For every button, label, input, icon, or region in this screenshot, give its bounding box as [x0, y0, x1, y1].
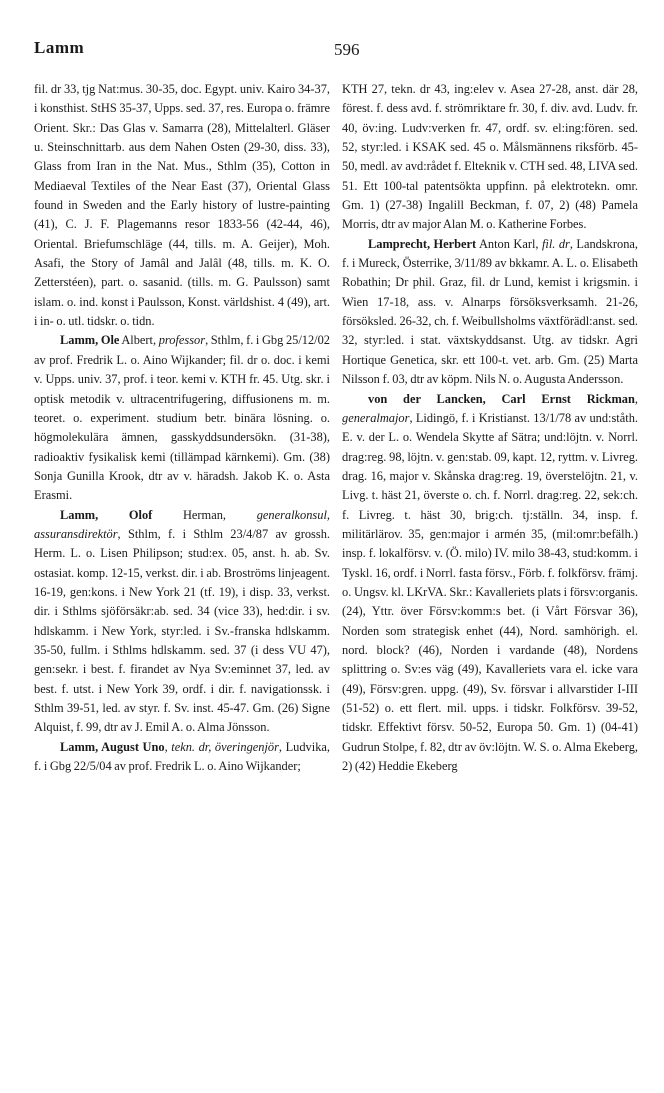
entry-head: Lamm, Olof	[60, 507, 153, 522]
running-head: Lamm	[34, 38, 85, 57]
entry-title: tekn. dr, överingenjör	[171, 739, 279, 754]
entry-lamm-olof	[34, 506, 330, 738]
entry-lamprecht-herbert	[342, 235, 638, 390]
page-number: 596	[334, 40, 360, 59]
entry-names: ,	[634, 391, 638, 406]
entry-text: , Sthlm, f. i Gbg 25/12/02 av prof. Fredrik L. o. Aino Wijkander; fil. dr o. doc. i kemi v. Upps. univ. 37, prof. i teor. kemi v. KTH fr. 45. Utg. skr. i optisk metodik v. ultracentrifugering, diffusionens m. m. teoret. o. experiment. studium betr. binära lösning. o. högmolekulära ämnen, gasskyddsundersökn. (31-38), radioaktiv fysikalisk kemi (tillämpad kärnkemi). Gm. (38) Sonja Gunilla Krook, dtr av v. häradsh. Jakob K. o. Asta Erasmi.	[34, 333, 330, 503]
entry-head: von der Lancken, Carl Ernst Rickman	[368, 391, 635, 406]
left-column	[34, 80, 330, 776]
entry-continuation	[342, 80, 638, 235]
entry-head: Lamm, August Uno	[60, 739, 165, 754]
entry-title: generalmajor	[342, 410, 410, 425]
entry-title: generalkonsul, assuransdirektör	[34, 507, 330, 541]
entry-title: professor	[158, 333, 206, 348]
entry-text: , Sthlm, f. i Sthlm 23/4/87 av grossh. Herm. L. o. Lisen Philipson; stud:ex. 05, anst. h. ab. Sv. ostasiat. komp. 12-15, verkst. dir. i ab. Broströms linjeagent. 16-19, gen:kons. i New York 21 (tf. 19), i disp. 33, verkst. dir. i Sthlms sjöförsäkr:ab. sed. 34 (vice 33), hed:dir. i sv. hdlskamm. i New York, styr:led. i Sv.-franska hdlskamm. 35-50, fullm. i Sthlms hdlskamm. sed. 37 (i dess VU 47), gen:sekr. i best. f. firandet av Nya Sv:eminnet 37, led. av best. f. utst. i New York 39, ordf. i dir. f. navigationssk. i Sthlm 39-51, led. av styr. f. Sv. inst. 45-47. Gm. (26) Signe Alquist, f. 99, dtr av J. Emil A. o. Alma Jönsson.	[34, 526, 330, 735]
right-column	[342, 80, 638, 776]
entry-lamm-uno	[34, 738, 330, 777]
entry-lamm-ole	[34, 331, 330, 505]
entry-text: , Lidingö, f. i Kristianst. 13/1/78 av und:ståth. E. v. der L. o. Wendela Skytte af Sätra; und:löjtn. v. Norrl. drag:reg. 98, löjtn. v. gen:stab. 09, kapt. 12, ryttm. v. Livreg. drag. 16, major v. Skånska drag:reg. 19, överstelöjtn. 21, v. Livg. t. häst 21, överste o. ch. f. Norrl. drag:reg. 22, sek:ch. f. Livreg. t. häst 30, brig:ch. tj:ställn. 34, insp. f. militärlärov. 35, gen:major i armén 35, (mil:omr:befälh.) insp. f. lokalförsv. v. (Ö. milo) IV. milo 38-43, stud:komm. i Tyskl. 16, ordf. i Norrl. fasta försv., Förb. f. folkförsv. främj. o. Ungsv. kl. LKrVA. Skr.: Kavalleriets plats i försv:organis. (24), Yttr. över Försv:komm:s bet. (i Vårt Försvar 36), Norden som strategisk enhet (44), Nord. samhörigh. el. nord. block? (46), Norden i vardande (48), Nordens splittring o. Sv:es väg (49), Kavalleriets vara el. icke vara (49), Försv:gren. uppg. (49), Sv. försvar i allvarstider I-III (51-52) o. ett flert. mil. upps. i tidskr. Folkförsv. 39-52, tidskr. Effektivt försv. 50-52, Europa 50. Gm. 1) (04-41) Gudrun Stolpe, f. 82, dtr av öv:löjtn. W. S. o. Alma Ekeberg, 2) (42) Heddie Ekeberg	[342, 410, 638, 774]
entry-names: Albert,	[119, 333, 159, 348]
entry-von-der-lancken	[342, 390, 638, 777]
entry-text: KTH 27, tekn. dr 43, ing:elev v. Asea 27-28, anst. där 28, förest. f. dess avd. f. strömriktare fr. 30, f. div. avd. Ludv. fr. 40, öv:ing. Ludv:verken fr. 47, ordf. sv. el:ing:fören. sed. 52, styr:led. i KSAK sed. 45 o. Målsmännens riksförb. 45-50, medl. av avd:rådet f. Elteknik v. CTH sed. 48, LIVA sed. 51. Ett 100-tal patentsökta uppfinn. på elektrotekn. omr. Gm. 1) (27-38) Ingalill Beckman, f. 07, 2) (48) Pamela Morris, dtr av major Alan M. o. Katherine Forbes.	[342, 82, 638, 232]
page-header	[34, 38, 638, 64]
entry-names: ,	[164, 739, 172, 754]
entry-head: Lamm, Ole	[60, 333, 120, 348]
entry-names: Herman,	[152, 507, 257, 522]
entry-text: fil. dr 33, tjg Nat:mus. 30-35, doc. Egypt. univ. Kairo 34-37, i konsthist. StHS 35-37, Upps. sed. 37, res. Europa o. främre Orient. Skr.: Das Glas v. Samarra (28), Mittelalterl. Gläser u. Steinschnittarb. aus dem Nahen Osten (29-30, diss. 33), Glass from Iran in the Nat. Mus., Sthlm (35), Cotton in Mediaeval Textiles of the Near East (37), Oriental Glass found in Sweden and the Early history of lustre-painting (41), C. J. F. Plagemanns resor 1833-56 (42-44, 46), Oriental. Briefumschläge (44, tills. m. A. Geijer), Moh. Asafi, the Story of Jamâl and Jalâl (48, tills. m. K. O. Zetterstéen), part. o. sasanid. (tills. m. G. Paulsson) samt islam. o. ind. konst i Paulsson, Konst. världshist. 4 (49), art. i in- o. utl. tidskr. o. tidn.	[34, 82, 330, 329]
entry-continuation	[34, 80, 330, 331]
entry-names: Anton Karl,	[476, 236, 542, 251]
entry-title: fil. dr	[541, 236, 570, 251]
entry-head: Lamprecht, Herbert	[368, 236, 477, 251]
entry-text: , Ludvika, f. i Gbg 22/5/04 av prof. Fredrik L. o. Aino Wijkander;	[34, 739, 330, 774]
entry-text: , Landskrona, f. i Mureck, Österrike, 3/11/89 av bkkamr. A. L. o. Elisabeth Robathin; Dr phil. Graz, fil. dr Lund, kemist i krigsmin. i Wien 17-18, ass. v. Alnarps försöksverksamh. 21-26, försöksled. 26-32, ch. f. Weibullsholms växtförädl:anst. sed. 32, styr:led. i stat. växtskyddsanst. Utg. av tidskr. Agri Hortique Genetica, skr. ett 100-t. vet. arb. Gm. (25) Marta Nilsson f. 03, dtr av köpm. Nils N. o. Augusta Andersson.	[342, 236, 638, 387]
